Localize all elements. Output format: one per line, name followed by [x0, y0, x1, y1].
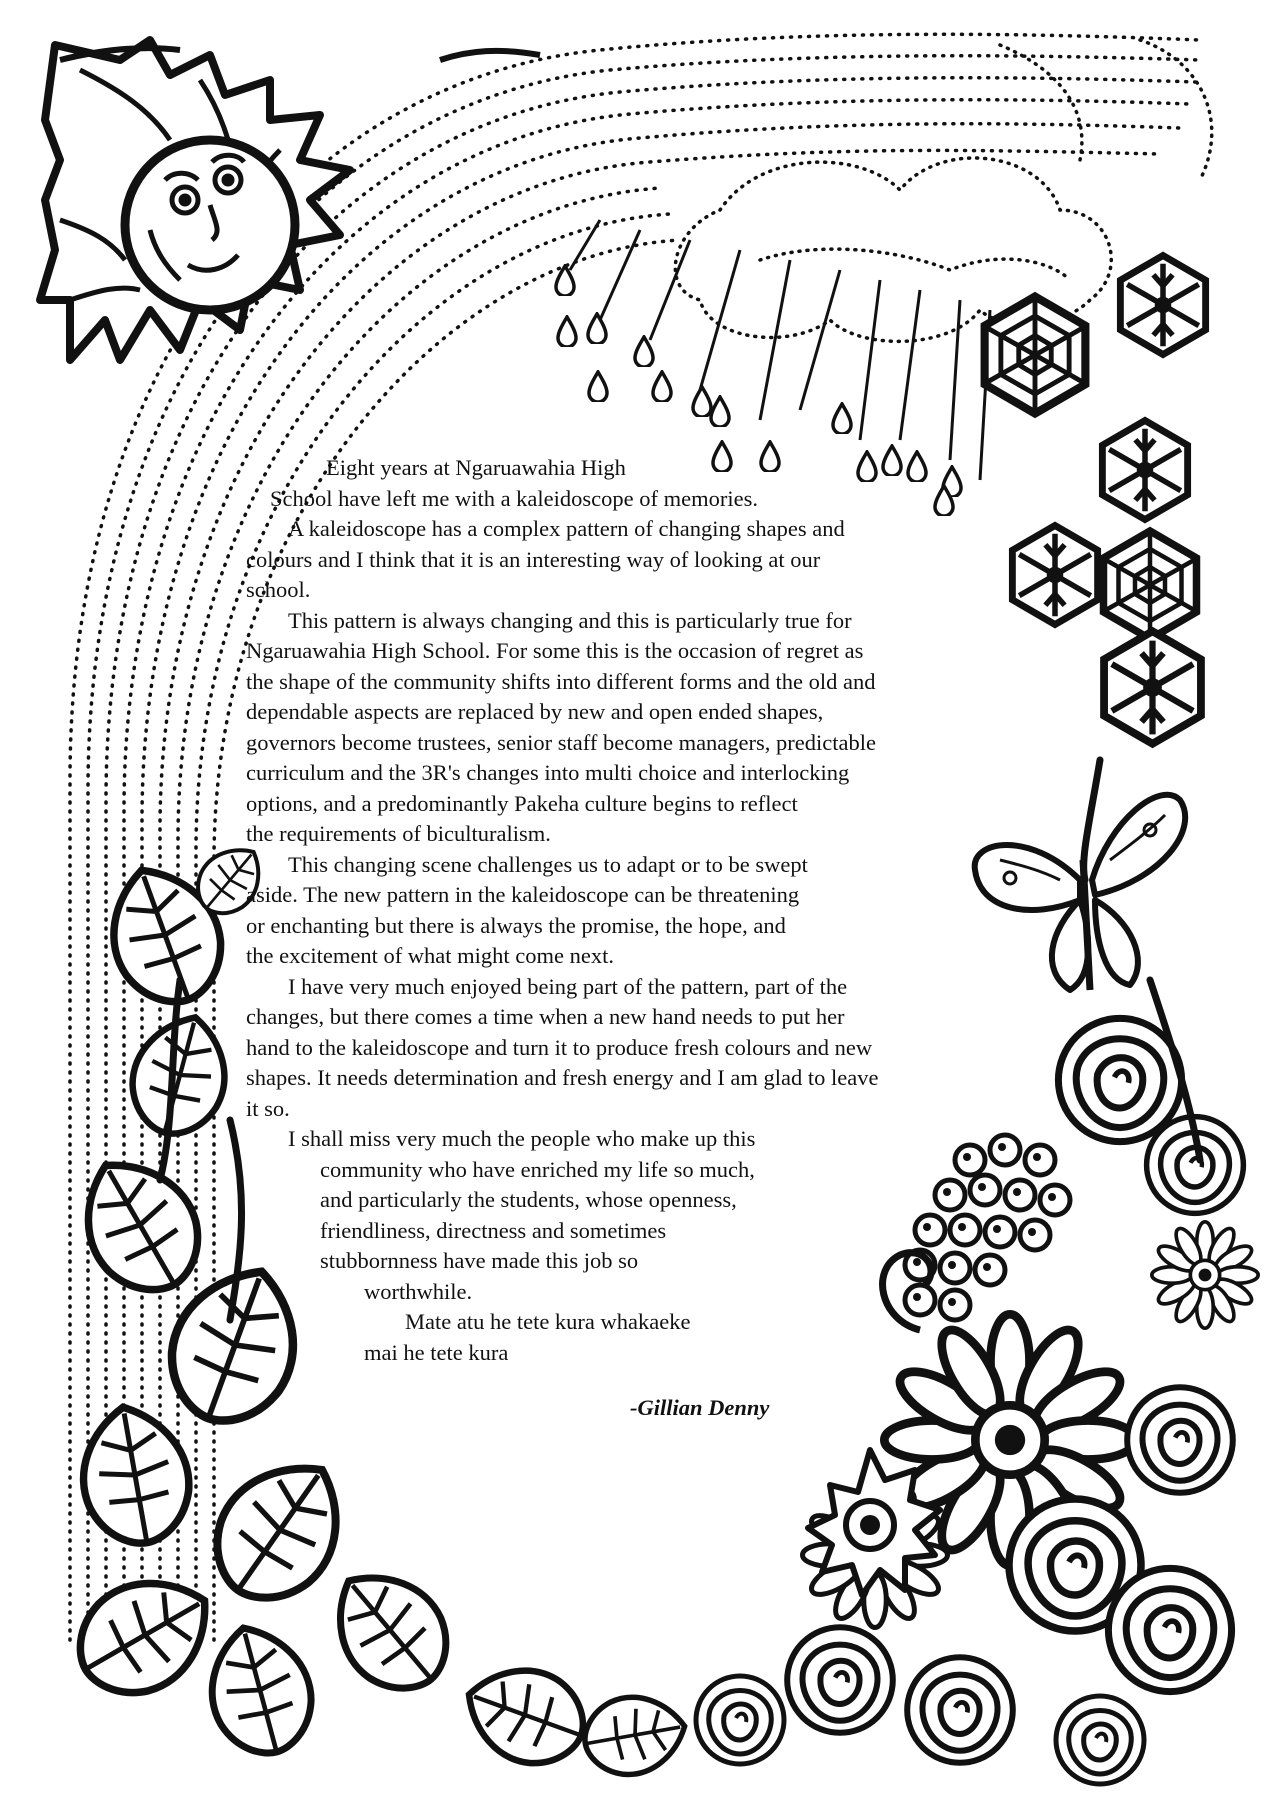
letter-line: options, and a predominantly Pakeha culture begins to reflect	[246, 791, 798, 816]
letter-line: Ngaruawahia High School. For some this is the occasion of regret as	[246, 638, 864, 663]
sun-face-icon	[40, 40, 350, 360]
letter-line: dependable aspects are replaced by new and open ended shapes,	[246, 699, 824, 724]
letter-line: stubbornness have made this job so	[320, 1248, 639, 1273]
letter-line: I have very much enjoyed being part of the pattern, part of the	[288, 974, 848, 999]
letter-line: Eight years at Ngaruawahia High	[326, 455, 626, 480]
letter-line: the shape of the community shifts into different forms and the old and	[246, 669, 876, 694]
letter-line: governors become trustees, senior staff become managers, predictable	[246, 730, 876, 755]
letter-line: curriculum and the 3R's changes into multi choice and interlocking	[246, 760, 850, 785]
letter-line: School have left me with a kaleidoscope of memories.	[270, 486, 758, 511]
letter-line: the requirements of biculturalism.	[246, 821, 551, 846]
letter-line: it so.	[246, 1096, 290, 1121]
letter-line: aside. The new pattern in the kaleidoscope can be threatening	[246, 882, 800, 907]
letter-line: shapes. It needs determination and fresh energy and I am glad to leave	[246, 1065, 879, 1090]
letter-line: I shall miss very much the people who make up this	[288, 1126, 756, 1151]
letter-line: colours and I think that it is an interesting way of looking at our	[246, 547, 821, 572]
letter-line: Mate atu he tete kura whakaeke	[405, 1309, 691, 1334]
letter-line: and particularly the students, whose openness,	[320, 1187, 737, 1212]
letter-line: friendliness, directness and sometimes	[320, 1218, 667, 1243]
signature: -Gillian Denny	[630, 1395, 770, 1420]
letter-line: hand to the kaleidoscope and turn it to produce fresh colours and new	[246, 1035, 873, 1060]
letter-line: This changing scene challenges us to adapt or to be swept	[288, 852, 808, 877]
letter-line: changes, but there comes a time when a new hand needs to put her	[246, 1004, 845, 1029]
letter-line: mai he tete kura	[364, 1340, 509, 1365]
letter-line: This pattern is always changing and this is particularly true for	[288, 608, 852, 633]
letter-line: A kaleidoscope has a complex pattern of changing shapes and	[288, 516, 845, 541]
letter-line: worthwhile.	[364, 1279, 473, 1304]
letter-line: the excitement of what might come next.	[246, 943, 615, 968]
letter-line: community who have enriched my life so much,	[320, 1157, 755, 1182]
letter-line: or enchanting but there is always the promise, the hope, and	[246, 913, 786, 938]
letter-line: school.	[246, 577, 311, 602]
